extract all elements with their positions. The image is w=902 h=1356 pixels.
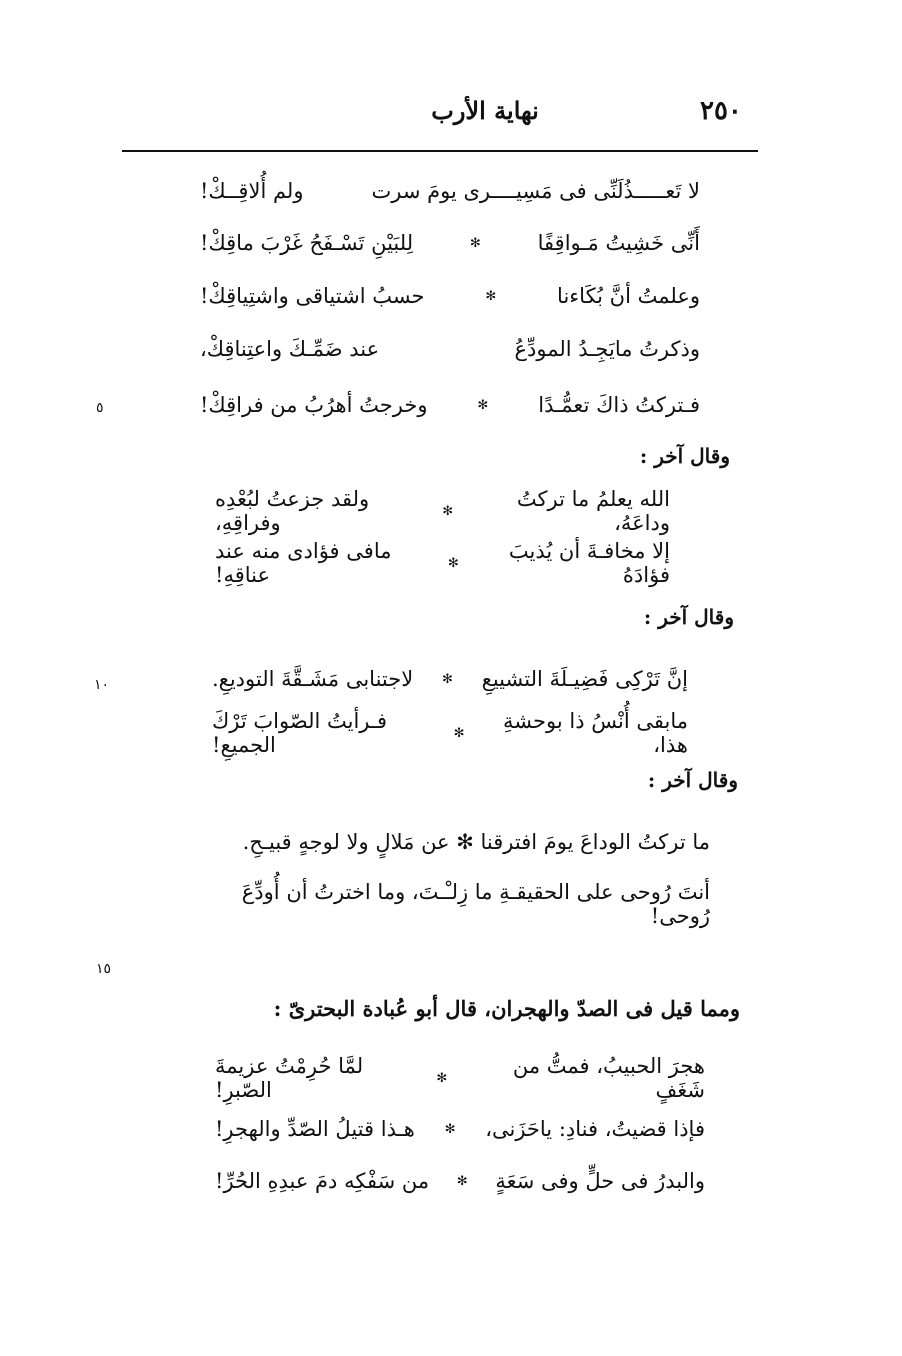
verse-first-hemistich: هجرَ الحبيبُ، فمتُّ من شَغَفٍ [512,1054,705,1102]
verse-first-hemistich: الله يعلمُ ما تركتُ وداعَهُ، [516,487,670,535]
asterism-separator: ✻ [442,503,454,519]
asterism-separator: ✻ [485,288,497,304]
verse-row [200,382,700,428]
verse-second-hemistich: فـرأيتُ الصّوابَ تَرْكَ الجميعِ! [212,709,388,757]
verse-first-hemistich: إنَّ تَرْكِى فَضِيـلَةَ التشييعِ [481,667,688,691]
verse-first-hemistich: والبدرُ فى حلٍّ وفى سَعَةٍ [495,1169,705,1193]
running-title: نهاية الأرب [431,96,539,125]
verse-first-hemistich: مابقى أُنْسُ ذا بوحشةِ هذا، [503,709,688,757]
asterism-separator: ✻ [444,1121,456,1137]
verse-second-hemistich: لِلبَيْنِ تَسْـفَحُ غَرْبَ ماقِكْ! [200,231,414,255]
margin-number-5: ٥ [96,400,104,416]
margin-number-15: ١٥ [96,961,112,977]
asterism-separator: ✻ [453,725,465,741]
verse-second-hemistich: من سَفْكِه دمَ عبدِهِ الحُرِّ! [215,1169,430,1193]
asterism-separator: ✻ [447,555,459,571]
verse-row [212,710,688,756]
verse-first-hemistich: لا تَعـــــذُلَنِّى فى مَسِيــــرى يومَ سرت [371,179,700,203]
verse-first-hemistich: إلا مخافـةَ أن يُذيبَ فؤادَهُ [508,539,670,587]
verse-row [200,220,700,266]
verse-second-hemistich: وخرجتُ أهرُبُ من فراقِكْ! [199,393,428,417]
poem-line: أنتَ رُوحى على الحقيقـةِ ما زِلـْـتَ، وما اخترتُ أن أُودِّعَ رُوحى! [241,880,710,928]
verse-first-hemistich: وذكرتُ مايَجِـدُ المودِّعُ [514,337,700,361]
verse-row [215,488,670,534]
verse-second-hemistich: لاجتنابى مَشَـقَّةَ التوديعِ. [211,667,414,691]
verse-second-hemistich: ولقد جزعتُ لبُعْدِه وفراقِهِ، [215,487,370,535]
verse-row [215,1055,705,1101]
verse-second-hemistich: ولم أُلاقِــكْ! [199,179,304,203]
margin-number-10: ١٠ [94,677,110,693]
verse-first-hemistich: فإذا قضيتُ، فنادِ: ياحَزَنى، [485,1117,705,1141]
poem-intro: وقال آخر : [647,768,738,792]
verse-row [212,656,688,702]
verse-first-hemistich: وعلمتُ أنَّ بُكَاءنا [557,284,700,308]
verse-second-hemistich: مافى فؤادى منه عند عناقِهِ! [215,539,392,587]
verse-row [215,1106,705,1152]
poem-line: ما تركتُ الوداعَ يومَ افترقنا ✻ عن مَلالٍ ولا لوجهٍ قبيـحِ. [242,830,710,854]
verse-second-hemistich: حسبُ اشتياقى واشتِياقِكْ! [199,284,425,308]
verse-first-hemistich: فـتركتُ ذاكَ تعمُّـدًا [538,393,700,417]
asterism-separator: ✻ [441,671,453,687]
poem-intro: ومما قيل فى الصدّ والهجران، قال أبو عُبادة البحترىّ : [273,996,740,1021]
verse-second-hemistich: هـذا قتيلُ الصّدِّ والهجرِ! [214,1117,415,1141]
verse-second-hemistich: لمَّا حُرِمْتُ عزيمةَ الصّبرِ! [215,1054,364,1102]
poem-intro: وقال آخر : [639,444,730,468]
verse-row [215,540,670,586]
asterism-separator: ✻ [456,1173,468,1189]
verse-row [215,1158,705,1204]
verse-row [200,326,700,372]
verse-first-hemistich: أَنِّى خَشِيتُ مَـواقِفًا [537,231,700,255]
asterism-separator: ✻ [477,397,489,413]
header-rule [122,150,758,152]
verse-row [200,168,700,214]
poem-intro: وقال آخر : [643,605,734,629]
asterism-separator: ✻ [436,1070,448,1086]
page-number: ٢٥٠ [700,96,742,126]
verse-second-hemistich: عند ضَمِّـكَ واعتِناقِكْ، [200,337,380,361]
verse-row [200,273,700,319]
asterism-separator: ✻ [469,235,481,251]
